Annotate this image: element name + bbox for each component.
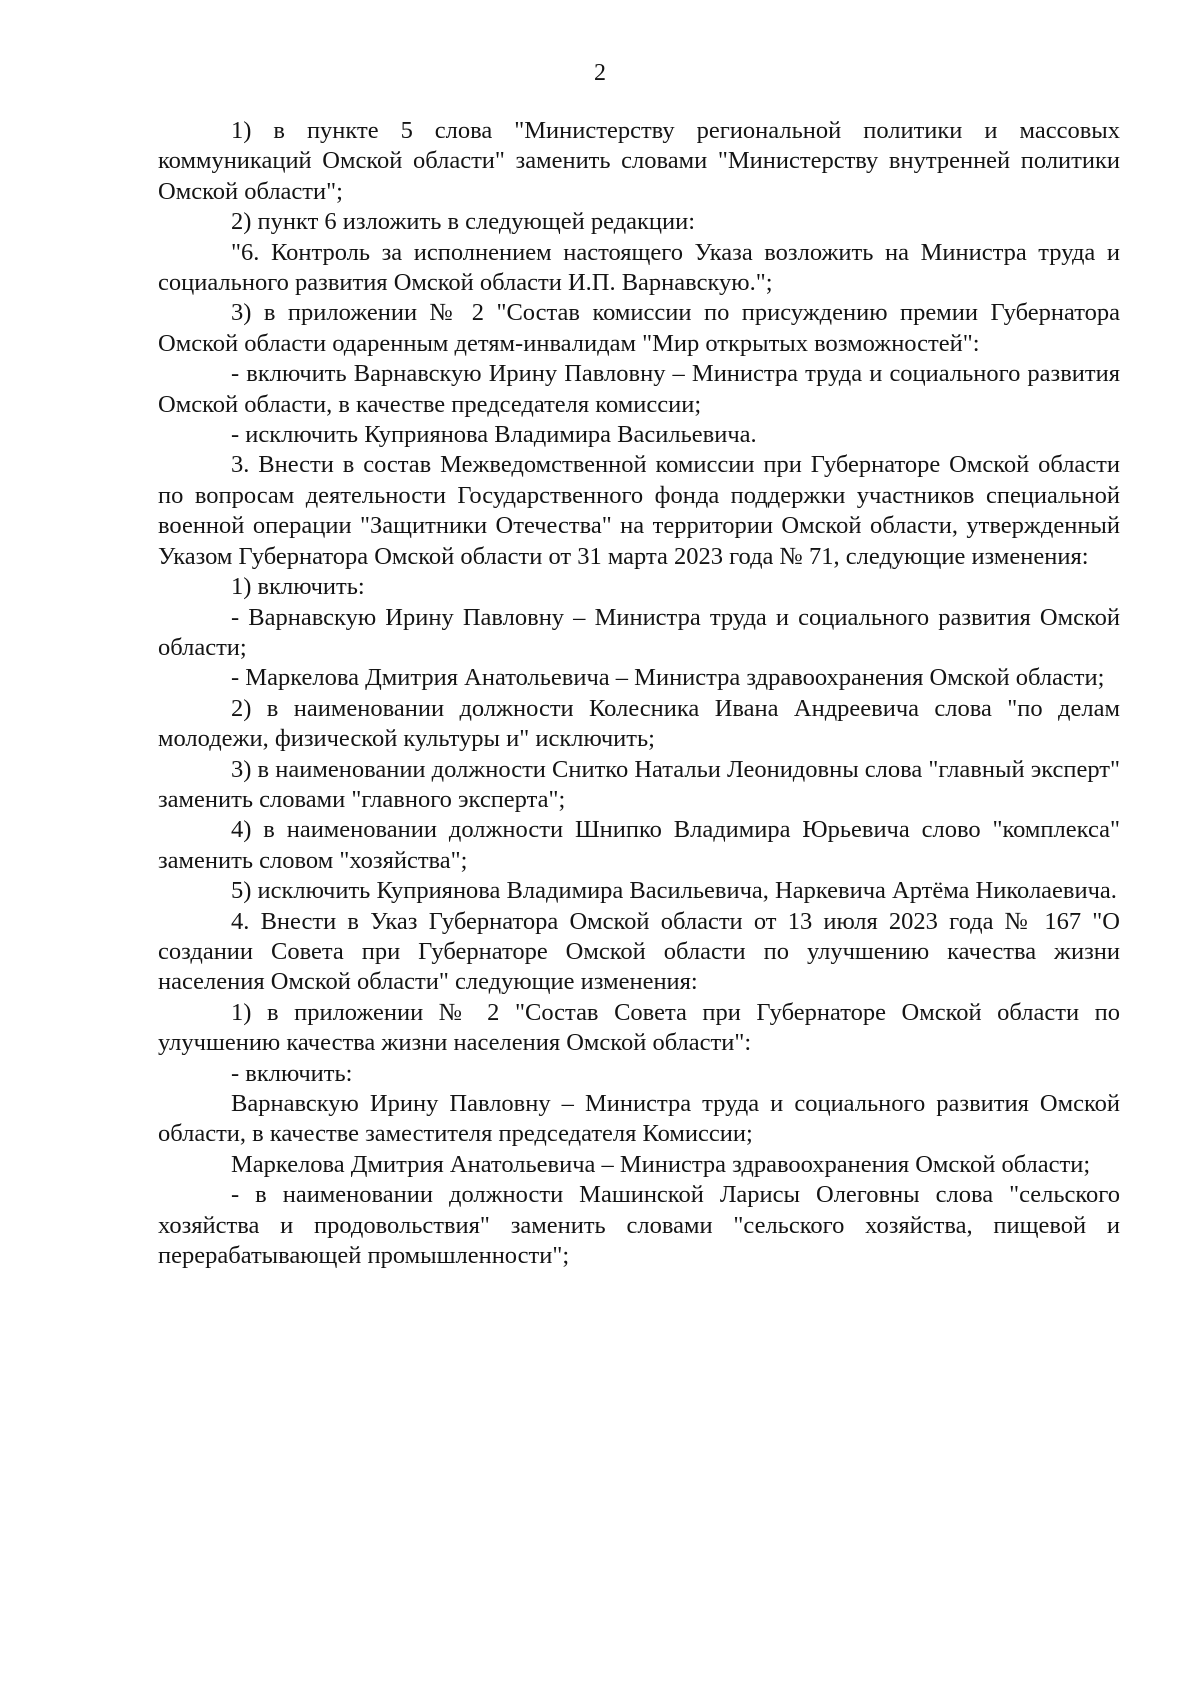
paragraph: - исключить Куприянова Владимира Васильевича. (231, 421, 757, 449)
paragraph: 3. Внести в состав Межведомственной комиссии при Губернаторе Омской области по вопросам деятельности Государственного фонда поддержки участников специальной военной операции "Защитники Отечества" на территории Омской области, утвержденный Указом Губернатора Омской области от 31 марта 2023 года № 71, следующие изменения: (158, 451, 1120, 570)
paragraph: 3) в приложении № 2 "Состав комиссии по присуждению премии Губернатора Омской области одаренным детям-инвалидам "Мир открытых возможностей": (158, 299, 1120, 357)
page-number: 2 (594, 60, 606, 86)
document-body (158, 116, 1120, 1271)
paragraph: 1) включить: (231, 573, 365, 601)
paragraph: 3) в наименовании должности Снитко Натальи Леонидовны слова "главный эксперт" заменить словами "главного эксперта"; (158, 755, 1120, 813)
paragraph: 5) исключить Куприянова Владимира Васильевича, Наркевича Артёма Николаевича. (231, 877, 1117, 905)
paragraph: - Варнавскую Ирину Павловну – Министра труда и социального развития Омской области; (158, 603, 1120, 661)
paragraph: - включить: (231, 1059, 353, 1087)
paragraph: "6. Контроль за исполнением настоящего Указа возложить на Министра труда и социального развития Омской области И.П. Варнавскую."; (158, 238, 1120, 297)
paragraph: 4. Внести в Указ Губернатора Омской области от 13 июля 2023 года № 167 "О создании Совета при Губернаторе Омской области по улучшению качества жизни населения Омской области" следующие изменения: (158, 907, 1120, 996)
paragraph: 4) в наименовании должности Шнипко Владимира Юрьевича слово "комплекса" заменить словом "хозяйства"; (158, 816, 1120, 874)
paragraph: - в наименовании должности Машинской Ларисы Олеговны слова "сельского хозяйства и продовольствия" заменить словами "сельского хозяйства, пищевой и перерабатывающей промышленности"; (158, 1181, 1120, 1270)
paragraph: Варнавскую Ирину Павловну – Министра труда и социального развития Омской области, в качестве заместителя председателя Комиссии; (158, 1090, 1120, 1148)
paragraph: 2) в наименовании должности Колесника Ивана Андреевича слова "по делам молодежи, физической культуры и" исключить; (158, 694, 1120, 753)
paragraph: 2) пункт 6 изложить в следующей редакции: (231, 208, 696, 236)
paragraph: Маркелова Дмитрия Анатольевича – Министра здравоохранения Омской области; (231, 1150, 1091, 1178)
paragraph: 1) в приложении № 2 "Состав Совета при Губернаторе Омской области по улучшению качества жизни населения Омской области": (158, 998, 1120, 1057)
paragraph: - Маркелова Дмитрия Анатольевича – Министра здравоохранения Омской области; (231, 664, 1105, 692)
paragraph: - включить Варнавскую Ирину Павловну – Министра труда и социального развития Омской области, в качестве председателя комиссии; (158, 360, 1120, 418)
paragraph: 1) в пункте 5 слова "Министерству региональной политики и массовых коммуникаций Омской области" заменить словами "Министерству внутренней политики Омской области"; (158, 117, 1120, 205)
